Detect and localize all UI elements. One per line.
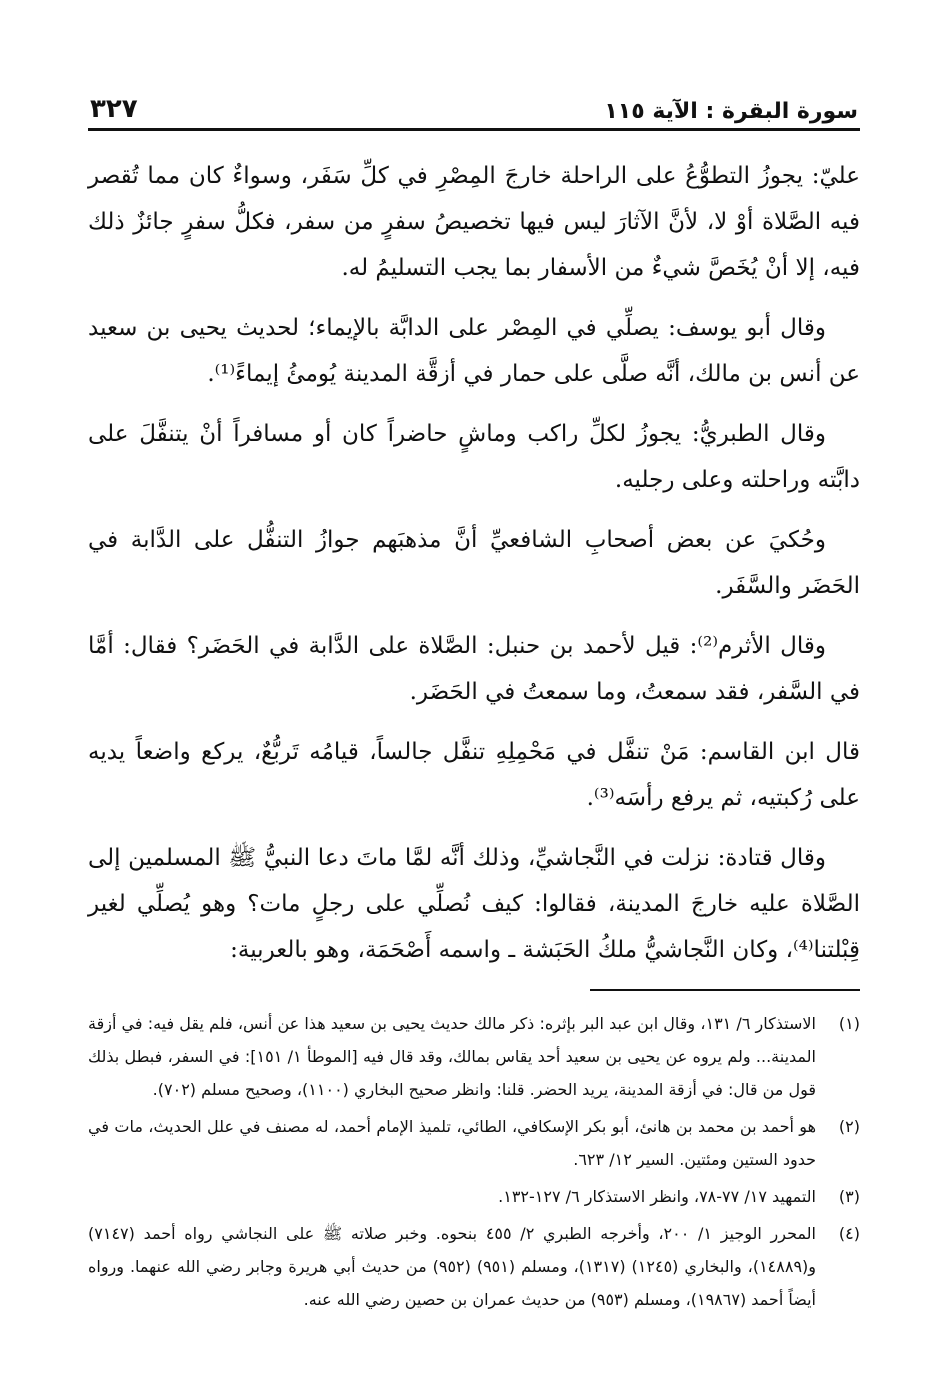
footnote-item (88, 1217, 860, 1316)
book-page (88, 86, 860, 1320)
footnote-item (88, 1007, 860, 1106)
paragraph: وحُكيَ عن بعض أصحابِ الشافعيِّ أنَّ مذهبَهم جوازُ التنفُّل على الدَّابة في الحَضَر والسَّفَر. (88, 527, 860, 599)
footnote-number: (٢) (838, 1117, 860, 1136)
main-text (88, 153, 860, 973)
footnote-item (88, 1110, 860, 1176)
footnote-number: (٤) (838, 1224, 860, 1243)
surah-verse-title: سورة البقرة : الآية ١١٥ (604, 99, 858, 124)
footnote-item (88, 1180, 860, 1213)
running-header (88, 86, 860, 131)
paragraph: وقال قتادة: نزلت في النَّجاشيِّ، وذلك أنَّه لمَّا ماتَ دعا النبيُّ ﷺ المسلمين إلى الصَّلاة عليه خارجَ المدينة، فقالوا: كيف نُصلِّي على رجلٍ مات؟ وهو يُصلِّي لغير قِبْلتنا⁽⁴⁾، وكان النَّجاشيُّ ملكُ الحَبَشة ـ واسمه أَصْحَمَة، وهو بالعربية: (88, 845, 860, 963)
footnote-text: التمهيد ١٧/ ٧٧-٧٨، وانظر الاستذكار ٦/ ١٢٧-١٣٢. (498, 1187, 816, 1206)
paragraph: وقال أبو يوسف: يصلِّي في المِصْر على الدابَّة بالإيماء؛ لحديث يحيى بن سعيد عن أنس بن مالك، أنَّه صلَّى على حمار في أزقَّة المدينة يُومئُ إيماءً⁽¹⁾. (88, 315, 860, 387)
page-number: ٣٢٧ (90, 94, 138, 124)
footnote-text: هو أحمد بن محمد بن هانئ، أبو بكر الإسكافي، الطائي، تلميذ الإمام أحمد، له مصنف في علل الحديث، مات في حدود الستين ومئتين. السير ١٢/ ٦٢٣. (88, 1117, 816, 1169)
paragraph: وقال الطبريُّ: يجوزُ لكلِّ راكب وماشٍ حاضراً كان أو مسافراً أنْ يتنفَّلَ على دابَّته وراحلته وعلى رجليه. (88, 421, 860, 493)
footnote-number: (٣) (838, 1187, 860, 1206)
footnote-text: المحرر الوجيز ١/ ٢٠٠، وأخرجه الطبري ٢/ ٤٥٥ بنحوه. وخبر صلاته ﷺ على النجاشي رواه أحمد (٧١٤٧) و(١٤٨٨٩)، والبخاري (١٢٤٥) (١٣١٧)، ومسلم (٩٥١) (٩٥٢) من حديث أبي هريرة وجابر رضي الله عنهما. ورواه أيضاً أحمد (١٩٨٦٧)، ومسلم (٩٥٣) من حديث عمران بن حصين رضي الله عنه. (88, 1224, 816, 1309)
footnote-divider (590, 989, 860, 991)
footnotes (88, 1007, 860, 1316)
paragraph: وقال الأثرم⁽²⁾: قيل لأحمد بن حنبل: الصَّلاة على الدَّابة في الحَضَر؟ فقال: أمَّا في السَّفر، فقد سمعتُ، وما سمعتُ في الحَضَر. (88, 633, 860, 705)
paragraph: عليّ: يجوزُ التطوُّعُ على الراحلة خارجَ المِصْرِ في كلِّ سَفَر، وسواءٌ كان مما تُقصر فيه الصَّلاة أوْ لا، لأنَّ الآثارَ ليس فيها تخصيصُ سفرٍ من سفر، فكلُّ سفرٍ جائزٌ ذلك فيه، إلا أنْ يُخَصَّ شيءٌ من الأسفار بما يجب التسليمُ له. (88, 163, 860, 281)
footnote-text: الاستذكار ٦/ ١٣١، وقال ابن عبد البر بإثره: ذكر مالك حديث يحيى بن سعيد هذا عن أنس، فلم يقل فيه: في أزقة المدينة... ولم يروه عن يحيى بن سعيد أحد يقاس بمالك، وقد قال فيه [الموطأ ١/ ١٥١]: في السفر، فبطل بذلك قول من قال: في أزقة المدينة، يريد الحضر. قلنا: وانظر صحيح البخاري (١١٠٠)، وصحيح مسلم (٧٠٢). (88, 1014, 816, 1099)
paragraph: قال ابن القاسم: مَنْ تنفَّل في مَحْمِلِهِ تنفَّل جالساً، قيامُه تَربُّعٌ، يركع واضعاً يديه على رُكبتيه، ثم يرفع رأسَه⁽³⁾. (88, 739, 860, 811)
footnote-number: (١) (838, 1014, 860, 1033)
